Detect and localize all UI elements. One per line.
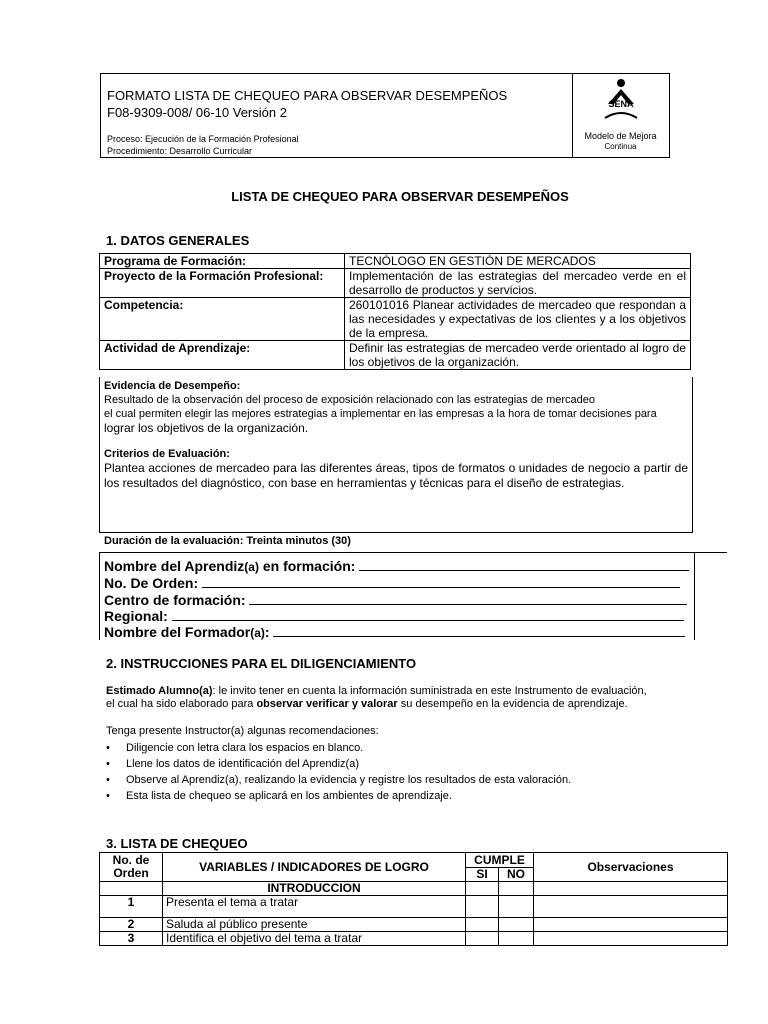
col-cumple: CUMPLE [466, 853, 534, 868]
header-code: F08-9309-008/ 06-10 Versión 2 [107, 105, 287, 120]
table-row [100, 298, 691, 341]
row-num: 3 [100, 932, 163, 946]
obs-cell[interactable] [534, 896, 728, 918]
si-cell[interactable] [466, 932, 499, 946]
row-label: Proyecto de la Formación Profesional: [100, 269, 345, 298]
si-cell[interactable] [466, 918, 499, 932]
list-item: • Llene los datos de identificación del Aprendiz(a) [106, 756, 571, 772]
aprendiz-box [99, 552, 727, 640]
header-procedimiento: Procedimiento: Desarrollo Curricular [107, 146, 253, 156]
evidencia-box [99, 377, 693, 533]
col-variables: VARIABLES / INDICADORES DE LOGRO [163, 853, 466, 882]
datos-generales-table [99, 253, 691, 370]
page-title: LISTA DE CHEQUEO PARA OBSERVAR DESEMPEÑOS [231, 189, 569, 204]
recomendaciones-list [106, 740, 571, 804]
instrucciones-text: Estimado Alumno(a): le invito tener en cuenta la información suministrada en este Instrumento de evaluación, el cual ha sido elaborado para observar verificar y valorar su desempeño en la evidencia de aprendizaje. [106, 685, 647, 710]
table-row [100, 932, 728, 946]
divider [99, 552, 100, 640]
table-row [100, 341, 691, 370]
row-text: Saluda al público presente [163, 918, 466, 932]
header-proceso: Proceso: Ejecución de la Formación Profesional [107, 134, 299, 144]
evidencia-line2: el cual permiten elegir las mejores estrategias a implementar en las empresas a la hora de tomar decisiones para [104, 408, 657, 420]
obs-cell[interactable] [534, 932, 728, 946]
row-label: Programa de Formación: [100, 254, 345, 269]
evidencia-line1: Resultado de la observación del proceso de exposición relacionado con las estrategias de mercadeo [104, 394, 596, 406]
regional-field[interactable]: Regional: [104, 608, 684, 624]
group-introduccion: INTRODUCCION [163, 882, 466, 896]
table-row [100, 882, 728, 896]
row-text: Presenta el tema a tratar [163, 896, 466, 918]
section1-title: 1. DATOS GENERALES [106, 233, 250, 248]
row-num: 2 [100, 918, 163, 932]
si-cell[interactable] [466, 896, 499, 918]
orden-field[interactable]: No. De Orden: [104, 575, 680, 591]
col-no: NO [499, 868, 534, 882]
table-row [100, 896, 728, 918]
divider [694, 552, 695, 640]
centro-field[interactable]: Centro de formación: [104, 592, 687, 608]
no-cell[interactable] [499, 896, 534, 918]
modelo-mejora: Modelo de Mejora [584, 131, 657, 141]
list-item: • Observe al Aprendiz(a), realizando la evidencia y registre los resultados de esta valoración. [106, 772, 571, 788]
list-item: • Diligencie con letra clara los espacios en blanco. [106, 740, 571, 756]
formador-field[interactable]: Nombre del Formador(a): [104, 624, 685, 640]
row-value: Implementación de las estrategias del mercadeo verde en el desarrollo de productos y servicios. [345, 269, 691, 298]
evidencia-line3: lograr los objetivos de la organización. [104, 421, 309, 435]
row-label: Competencia: [100, 298, 345, 341]
evidencia-label: Evidencia de Desempeño: [104, 380, 241, 392]
header-logo-block [572, 74, 669, 157]
row-value: Definir las estrategias de mercadeo verde orientado al logro de los objetivos de la organización. [345, 341, 691, 370]
table-row [100, 269, 691, 298]
list-item: • Esta lista de chequeo se aplicará en los ambientes de aprendizaje. [106, 788, 571, 804]
duracion-text: Duración de la evaluación: Treinta minutos (30) [104, 535, 351, 547]
no-cell[interactable] [499, 932, 534, 946]
row-value: 260101016 Planear actividades de mercadeo que respondan a las necesidades y expectativas de los clientes y a los objetivos de la empresa. [345, 298, 691, 341]
nombre-aprendiz-field[interactable]: Nombre del Aprendiz(a) en formación: [104, 558, 689, 574]
row-text: Identifica el objetivo del tema a tratar [163, 932, 466, 946]
criterios-text: Plantea acciones de mercadeo para las diferentes áreas, tipos de formatos o unidades de negocio a partir de los resultados del diagnóstico, con base en herramientas y técnicas para el diseño de estrategias. [104, 461, 688, 490]
row-value: TECNÓLOGO EN GESTIÓN DE MERCADOS [345, 254, 691, 269]
table-row [100, 918, 728, 932]
col-si: SI [466, 868, 499, 882]
col-orden: No. de Orden [100, 853, 163, 882]
divider [99, 552, 727, 553]
form-header [100, 73, 670, 158]
row-label: Actividad de Aprendizaje: [100, 341, 345, 370]
logo-text: SENA [608, 99, 634, 109]
tenga-text: Tenga presente Instructor(a) algunas recomendaciones: [106, 725, 379, 737]
obs-cell[interactable] [534, 918, 728, 932]
sena-logo-icon [598, 78, 644, 122]
header-title-block [101, 74, 573, 157]
row-num: 1 [100, 896, 163, 918]
no-cell[interactable] [499, 918, 534, 932]
modelo-continua: Continua [604, 142, 637, 151]
criterios-label: Criterios de Evaluación: [104, 448, 230, 460]
table-header-row [100, 853, 728, 868]
col-observaciones: Observaciones [534, 853, 728, 882]
section3-title: 3. LISTA DE CHEQUEO [106, 836, 248, 851]
table-row [100, 254, 691, 269]
lista-chequeo-table [99, 852, 728, 946]
section2-title: 2. INSTRUCCIONES PARA EL DILIGENCIAMIENTO [106, 656, 417, 671]
header-title: FORMATO LISTA DE CHEQUEO PARA OBSERVAR DESEMPEÑOS [107, 88, 508, 103]
